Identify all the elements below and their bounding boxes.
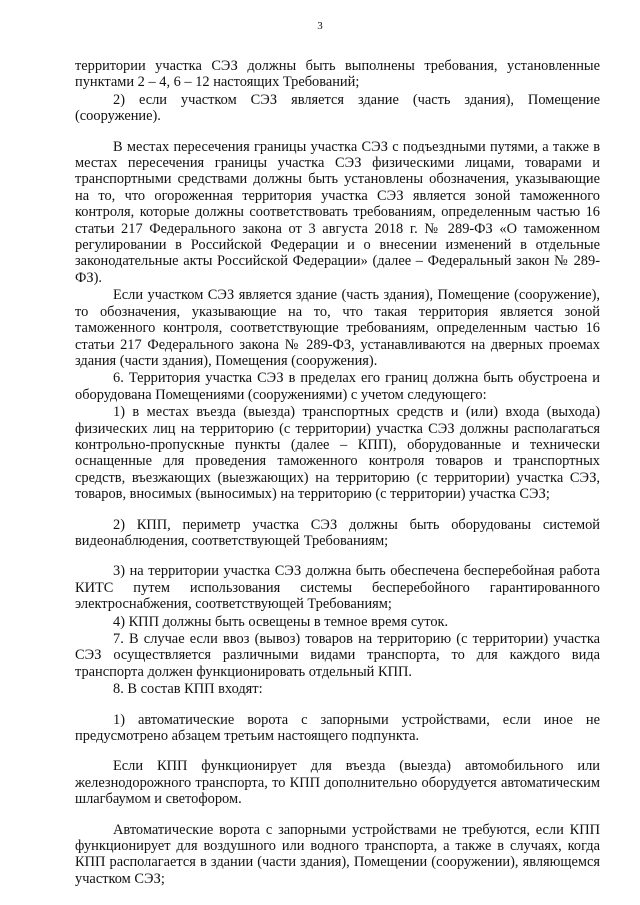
paragraph-6-item-2: 2) КПП, периметр участка СЭЗ должны быть оборудованы системой видеонаблюдения, соответствующей Требованиям; <box>75 516 600 549</box>
document-body <box>75 58 600 888</box>
paragraph-6-item-1: 1) в местах въезда (выезда) транспортных средств и (или) входа (выхода) физических лиц на территорию (с территории) участка СЭЗ должны располагаться контрольно-пропускные пункты (далее – КПП), оборудованные и технически оснащенные для проведения таможенного контроля товаров и транспортных средств, въезжающих (выезжающих) на территорию (с территории) участка СЭЗ, товаров, вносимых (выносимых) на территорию (с территории) участка СЭЗ; <box>75 404 600 503</box>
page-number: 3 <box>317 20 323 32</box>
paragraph-section-7: 7. В случае если ввоз (вывоз) товаров на территорию (с территории) участка СЭЗ осуществляется различными видами транспорта, то для каждого вида транспорта должен функционировать отдельный КПП. <box>75 631 600 680</box>
paragraph-gates-exception: Автоматические ворота с запорными устройствами не требуются, если КПП функционирует для воздушного или водного транспорта, а также в случаях, когда КПП располагается в здании (части здания), Помещении (сооружении), являющемся участком СЭЗ; <box>75 821 600 887</box>
paragraph-section-6: 6. Территория участка СЭЗ в пределах его границ должна быть обустроена и оборудована Помещениями (сооружениями) с учетом следующего: <box>75 370 600 403</box>
paragraph-6-item-3: 3) на территории участка СЭЗ должна быть обеспечена бесперебойная работа КИТС путем использования системы бесперебойного гарантированного электроснабжения, соответствующей Требованиям; <box>75 563 600 613</box>
paragraph-building-signage: Если участком СЭЗ является здание (часть здания), Помещение (сооружение), то обозначения, указывающие на то, что такая территория является зоной таможенного контроля, соответствующие требованиям, определенным частью 16 статьи 217 Федерального закона № 289-ФЗ, устанавливаются на дверных проемах здания (части здания), Помещения (сооружения). <box>75 287 600 369</box>
paragraph-continuation: территории участка СЭЗ должны быть выполнены требования, установленные пунктами 2 – 4, 6 – 12 настоящих Требований; <box>75 58 600 91</box>
paragraph-barrier: Если КПП функционирует для въезда (выезда) автомобильного или железнодорожного транспорта, то КПП дополнительно оборудуется автоматическим шлагбаумом и светофором. <box>75 758 600 808</box>
paragraph-section-8: 8. В состав КПП входят: <box>113 681 263 698</box>
paragraph-6-item-4: 4) КПП должны быть освещены в темное время суток. <box>113 613 449 630</box>
paragraph-8-item-1: 1) автоматические ворота с запорными устройствами, если иное не предусмотрено абзацем третьим настоящего подпункта. <box>75 711 600 745</box>
paragraph-signage: В местах пересечения границы участка СЭЗ с подъездными путями, а также в местах пересечения границы участка СЭЗ физическими лицами, товарами и транспортными средствами должны быть установлены обозначения, указывающие на то, что огороженная территория участка СЭЗ является зоной таможенного контроля, которые должны соответствовать требованиям, определенным частью 16 статьи 217 Федерального закона от 3 августа 2018 г. № 289-ФЗ «О таможенном регулировании в Российской Федерации и о внесении изменений в отдельные законодательные акты Российской Федерации» (далее – Федеральный закон № 289-ФЗ). <box>75 138 600 286</box>
paragraph-item-2: 2) если участком СЭЗ является здание (часть здания), Помещение (сооружение). <box>75 91 600 125</box>
